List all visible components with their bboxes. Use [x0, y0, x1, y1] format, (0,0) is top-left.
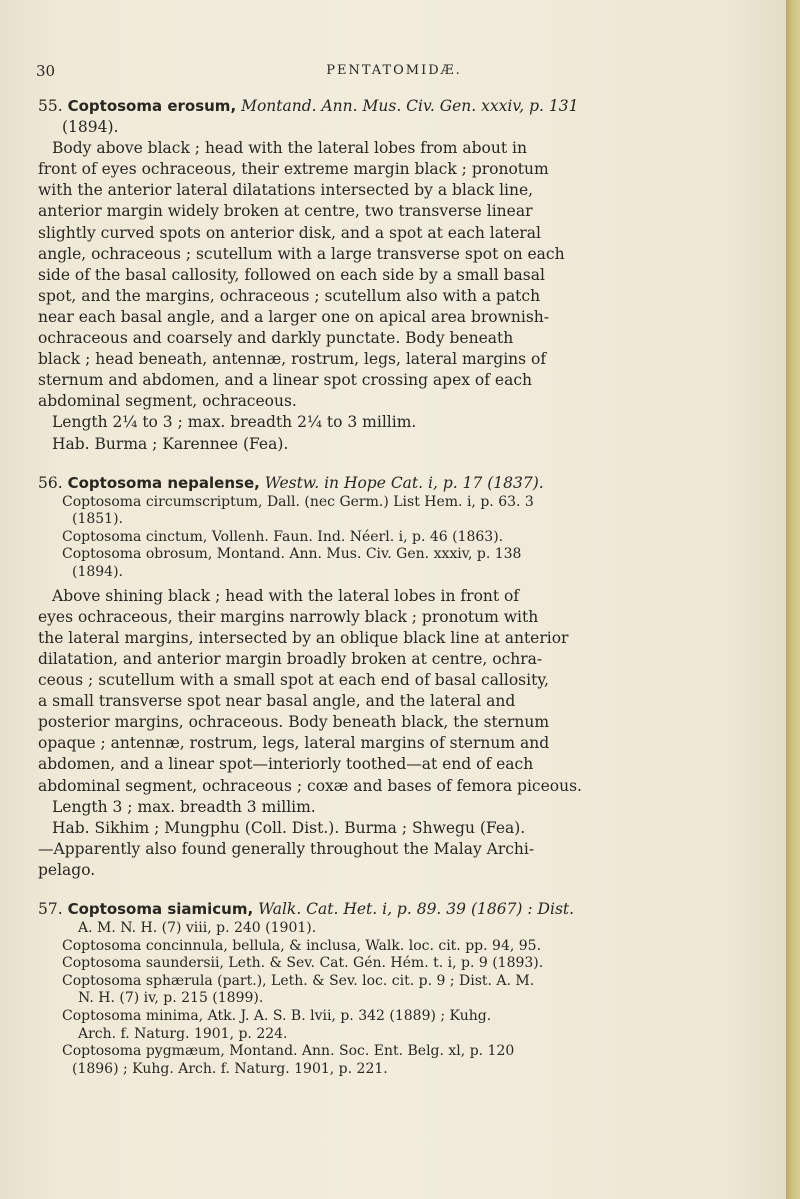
description: Body above black ; head with the lateral lobes from about in front of eyes ochraceous, their extreme margin black ; pronotum with the anterior lateral dilatations intersected by a black line, anterior margin widely broken at centre, two transverse linear slightly curved spots on anterior disk, and a spot at each lateral angle, ochraceous ; scutellum with a large transverse spot on each side of the basal callosity, followed on each side by a small basal spot, and the margins, ochraceous ; scutellum also with a patch near each basal angle, and a larger one on apical area brownish- ochraceous and coarsely and darkly punctate. Body beneath black ; head beneath, antennæ, rostrum, legs, lateral margins of sternum and abdomen, and a linear spot crossing apex of each abdominal segment, ochraceous.: [38, 139, 565, 411]
entry-number: 57.: [38, 899, 63, 918]
species-name: Coptosoma nepalense,: [67, 473, 260, 492]
length: Length 2¼ to 3 ; max. breadth 2¼ to 3 millim.: [52, 413, 417, 432]
page-number: 30: [36, 62, 56, 80]
page-header: [0, 62, 788, 84]
entry-number: 55.: [38, 97, 63, 115]
length: Length 3 ; max. breadth 3 millim.: [52, 797, 316, 816]
page-edge: [786, 0, 800, 1199]
habitat: Hab. Sikhim ; Mungphu (Coll. Dist.). Burma ; Shwegu (Fea). —Apparently also found generally throughout the Malay Archi- pelago.: [38, 818, 535, 879]
species-entry-56: [38, 473, 713, 881]
habitat: Hab. Burma ; Karennee (Fea).: [52, 434, 289, 453]
description: Above shining black ; head with the lateral lobes in front of eyes ochraceous, their margins narrowly black ; pronotum with the lateral margins, intersected by an oblique black line at anterior dilatation, and anterior margin broadly broken at centre, ochra- ceous ; scutellum with a small spot at each end of basal callosity, a small transverse spot near basal angle, and the lateral and posterior margins, ochraceous. Body beneath black, the sternum opaque ; antennæ, rostrum, legs, lateral margins of sternum and abdomen, and a linear spot—interiorly toothed—at end of each abdominal segment, ochraceous ; coxæ and bases of femora piceous.: [38, 586, 582, 795]
synonyms: A. M. N. H. (7) viii, p. 240 (1901). Coptosoma concinnula, bellula, & inclusa, Walk. loc. cit. pp. 94, 95. Coptosoma saundersii, Leth. & Sev. Cat. Gén. Hém. t. i, p. 9 (1893). Coptosoma sphærula (part.), Leth. & Sev. loc. cit. p. 9 ; Dist. A. M. N. H. (7) iv, p. 215 (1899). Coptosoma minima, Atk. J. A. S. B. lvii, p. 342 (1889) ; Kuhg. Arch. f. Naturg. 1901, p. 224. Coptosoma pygmæum, Montand. Ann. Soc. Ent. Belg. xl, p. 120 (1896) ; Kuhg. Arch. f. Naturg. 1901, p. 221.: [62, 920, 544, 1077]
species-name: Coptosoma erosum,: [67, 97, 237, 115]
reference-continued: (1894).: [62, 118, 119, 137]
species-entry-57: [38, 899, 713, 1078]
entry-number: 56.: [38, 473, 63, 492]
species-entry-55: [38, 96, 713, 455]
reference: Walk. Cat. Het. i, p. 89. 39 (1867) : Dist.: [258, 899, 575, 918]
synonyms: Coptosoma circumscriptum, Dall. (nec Germ.) List Hem. i, p. 63. 3 (1851). Coptosoma cinctum, Vollenh. Faun. Ind. Néerl. i, p. 46 (1863). Coptosoma obrosum, Montand. Ann. Mus. Civ. Gen. xxxiv, p. 138 (1894).: [62, 493, 534, 581]
species-name: Coptosoma siamicum,: [67, 899, 254, 918]
reference: Montand. Ann. Mus. Civ. Gen. xxxiv, p. 131: [241, 97, 579, 115]
running-title: PENTATOMIDÆ.: [326, 63, 462, 78]
reference: Westw. in Hope Cat. i, p. 17 (1837).: [264, 473, 544, 492]
page-body: [38, 96, 713, 1078]
